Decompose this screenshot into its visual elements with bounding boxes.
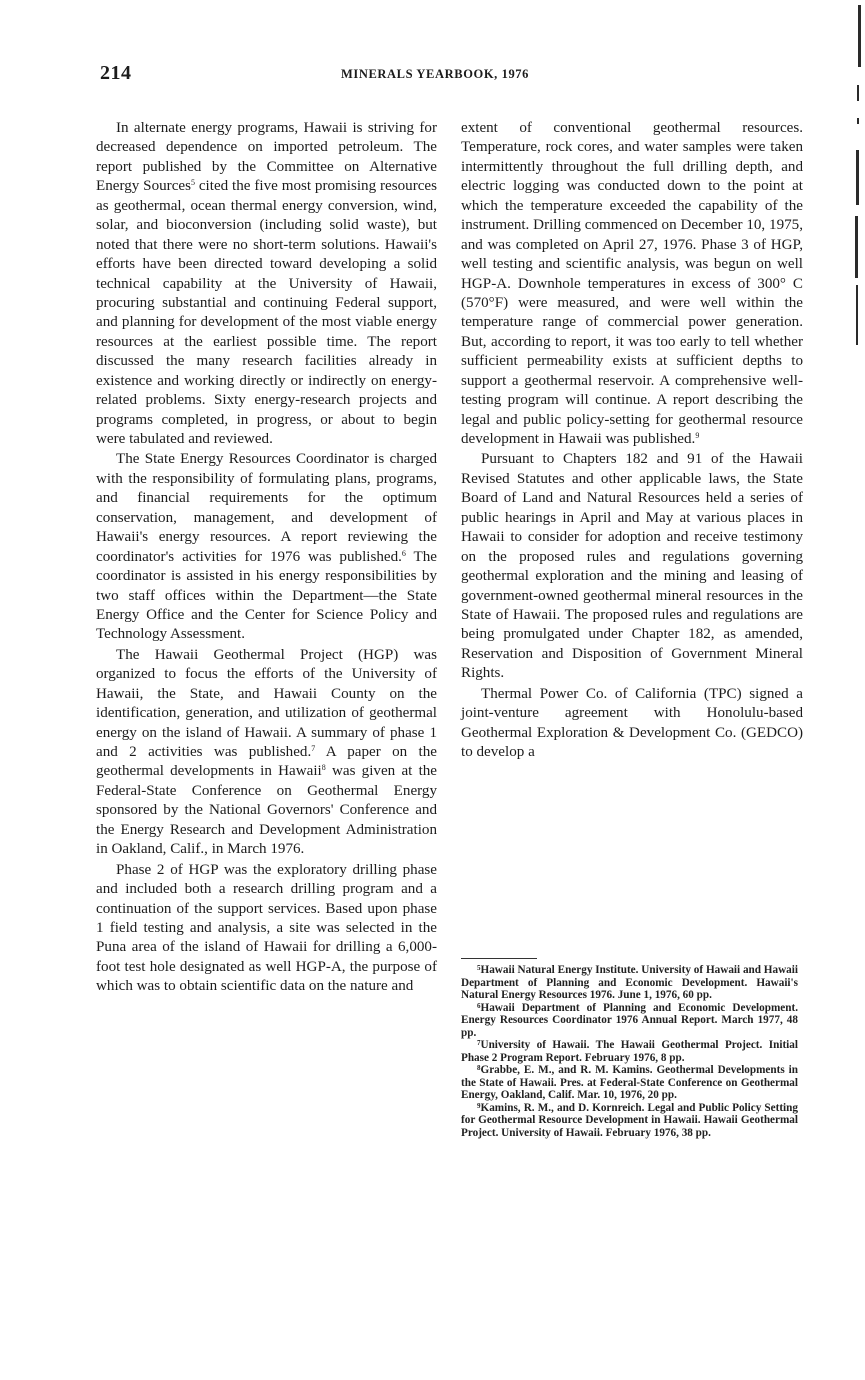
text-run: A paper on the geothermal developments in Hawaii xyxy=(96,744,437,780)
text-run: Pursuant to Chapters 182 and 91 of the Hawaii Revised Statutes and other applicable laws, the State Board of Land and Natural Resources held a series of public hearings in April and May at various places in Hawaii to consider for adoption and receive testimony on the proposed rules and regulations governing geothermal exploration and the mining and leasing of government-owned geothermal mineral resources in the State of Hawaii. The proposed rules and regulations are being promulgated under Chapter 182, as amended, Reservation and Disposition of Government Mineral Rights. xyxy=(461,451,803,682)
paragraph xyxy=(461,450,803,683)
scan-edge-mark xyxy=(857,85,859,101)
text-run: extent of conventional geothermal resources. Temperature, rock cores, and water samples were taken intermittently throughout the full drilling depth, and electric logging was conducted down to the point at which the temperature exceeded the capability of the instrument. Drilling commenced on December 10, 1975, and was completed on April 27, 1976. Phase 3 of HGP, well testing and scientific analysis, was begun on well HGP-A. Downhole temperatures in excess of 300° C (570°F) were measured, and were well within the temperature range of commercial power generation. But, according to report, it was too early to tell whether sufficient permeability exists at sufficient depths to support a geothermal reservoir. A comprehensive well-testing program will continue. A report describing the legal and public policy-setting for geothermal resource development in Hawaii was published. xyxy=(461,120,803,447)
text-run: In alternate energy programs, Hawaii is striving for decreased dependence on imported petroleum. The report published by the Committee on Alternative Energy Sources xyxy=(96,120,437,195)
footnote-reference: 9 xyxy=(695,431,700,440)
paragraph xyxy=(96,450,437,644)
scan-edge-mark xyxy=(855,216,858,278)
paragraph xyxy=(96,646,437,860)
paragraph xyxy=(461,685,803,763)
text-run: cited the five most promising resources as geothermal, ocean thermal energy conversion, wind, solar, and bioconversion (including solid waste), but noted that there were no short-term solutions. Hawaii's efforts have been directed toward developing a solid technical capability at the University of Hawaii, procuring substantial and continuing Federal support, and planning for development of the most viable energy resources at the earliest possible time. The report discussed the many research facilities already in existence and working directly or indirectly on energy-related problems. Sixty energy-research projects and programs completed, in progress, or about to begin were tabulated and reviewed. xyxy=(96,178,438,447)
running-head xyxy=(100,62,800,88)
scan-edge-mark xyxy=(856,285,858,345)
running-title: MINERALS YEARBOOK, 1976 xyxy=(341,67,530,81)
page-number: 214 xyxy=(100,62,132,84)
left-column xyxy=(96,119,437,997)
footnote-divider xyxy=(461,958,537,959)
right-column xyxy=(461,119,803,762)
text-run: The State Energy Resources Coordinator is charged with the responsibility of formulating plans, programs, and financial requirements for the optimum conservation, management, and development of Hawaii's energy resources. A report reviewing the coordinator's activities for 1976 was published. xyxy=(96,451,437,565)
footnote-reference: 7 xyxy=(311,744,316,753)
footnote-number: 7 xyxy=(477,1039,481,1047)
paragraph xyxy=(96,861,437,997)
footnote-text: Hawaii Department of Planning and Economic Development. Energy Resources Coordinator 1976 Annual Report. March 1977, 48 pp. xyxy=(461,1001,798,1039)
footnote xyxy=(461,1102,798,1140)
scan-edge-mark xyxy=(856,150,859,205)
footnotes xyxy=(461,964,798,1139)
footnote xyxy=(461,1002,798,1040)
footnote-number: 5 xyxy=(477,964,481,972)
text-run: Thermal Power Co. of California (TPC) signed a joint-venture agreement with Honolulu-based Geothermal Exploration & Development Co. (GEDCO) to develop a xyxy=(461,685,803,760)
footnote xyxy=(461,964,798,1002)
text-run: was given at the Federal-State Conference on Geothermal Energy sponsored by the National Governors' Conference and the Energy Research and Development Administration in Oakland, Calif., in March 1976. xyxy=(96,763,438,858)
footnote-reference: 8 xyxy=(321,763,326,773)
text-run: The Hawaii Geothermal Project (HGP) was organized to focus the efforts of the University of Hawaii, the State, and Hawaii County on the identification, generation, and utilization of geothermal energy on the island of Hawaii. A summary of phase 1 and 2 activities was published. xyxy=(96,646,437,760)
scan-edge-mark xyxy=(858,5,861,67)
footnote xyxy=(461,1064,798,1102)
text-run: Phase 2 of HGP was the exploratory drilling phase and included both a research drilling program and a continuation of the support services. Based upon phase 1 field testing and analysis, a site was selected in the Puna area of the island of Hawaii for drilling a 6,000-foot test hole designated as well HGP-A, the purpose of which was to obtain scientific data on the nature and xyxy=(96,861,437,995)
footnote-number: 8 xyxy=(477,1064,481,1072)
text-run: The coordinator is assisted in his energy responsibilities by two staff offices within the Department—the State Energy Office and the Center for Science Policy and Technology Assessment. xyxy=(96,548,438,643)
footnote-number: 9 xyxy=(477,1101,481,1110)
footnote-text: Kamins, R. M., and D. Kornreich. Legal and Public Policy Setting for Geothermal Resource Development in Hawaii. Hawaii Geothermal Project. University of Hawaii. February 1976, 38 pp. xyxy=(461,1101,798,1139)
footnote-text: Grabbe, E. M., and R. M. Kamins. Geothermal Developments in the State of Hawaii. Pres. at Federal-State Conference on Geothermal Energy, Oakland, Calif. Mar. 10, 1976, 20 pp. xyxy=(461,1064,798,1101)
paragraph xyxy=(96,119,437,449)
paragraph-continued xyxy=(461,119,803,449)
footnote-text: Hawaii Natural Energy Institute. University of Hawaii and Hawaii Department of Planning and Economic Development. Hawaii's Natural Energy Resources 1976. June 1, 1976, 60 pp. xyxy=(461,964,798,1001)
scan-edge-mark xyxy=(857,118,859,124)
footnote-text: University of Hawaii. The Hawaii Geothermal Project. Initial Phase 2 Program Report. February 1976, 8 pp. xyxy=(461,1039,798,1064)
footnote-reference: 6 xyxy=(401,548,406,558)
footnote-reference: 5 xyxy=(190,178,195,188)
footnote-number: 6 xyxy=(477,1001,481,1010)
footnote xyxy=(461,1039,798,1064)
